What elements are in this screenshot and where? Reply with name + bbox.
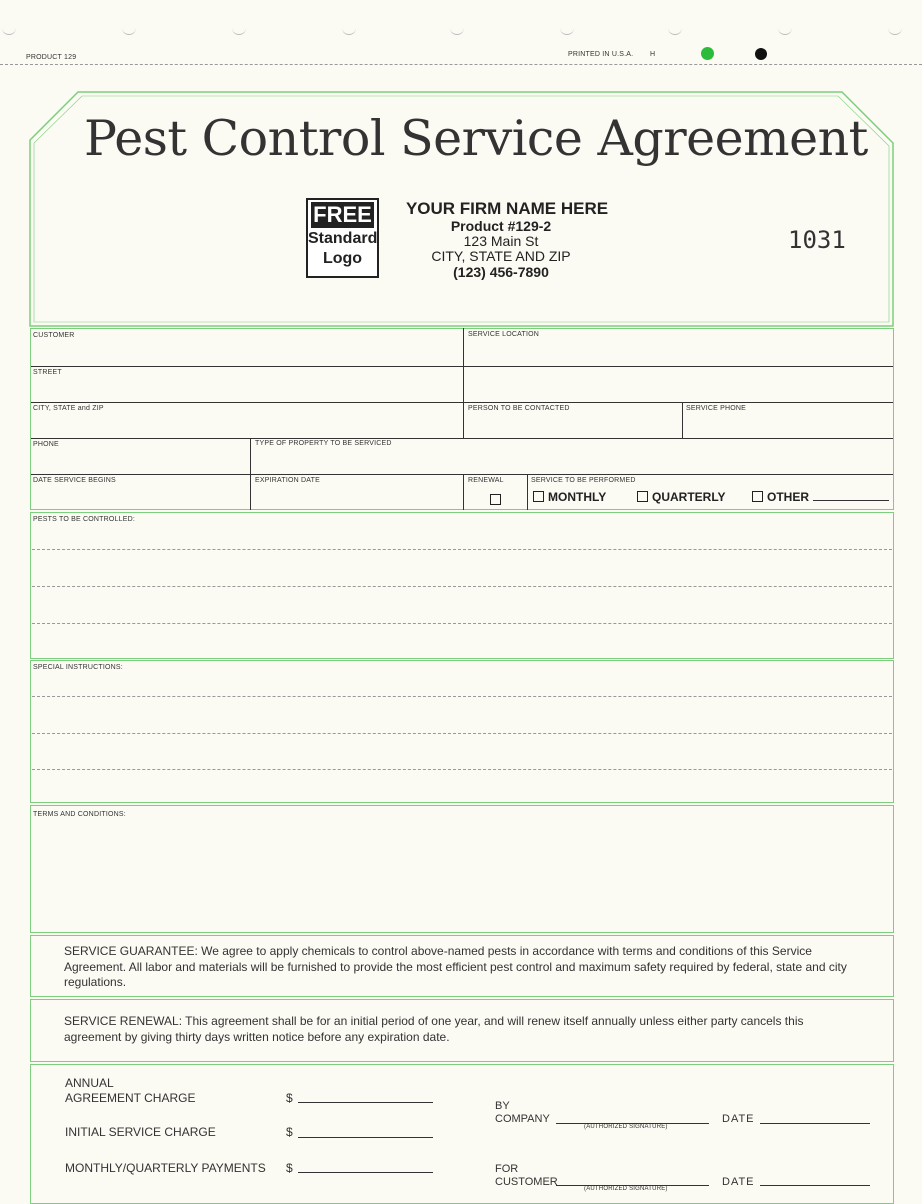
monthly-payments-label: MONTHLY/QUARTERLY PAYMENTS: [65, 1161, 266, 1175]
checkbox-icon: [752, 491, 763, 502]
other-field[interactable]: [813, 500, 889, 501]
firm-street: 123 Main St: [463, 233, 539, 249]
grid-line: [31, 474, 893, 475]
initial-label: INITIAL SERVICE CHARGE: [65, 1125, 216, 1139]
customer-date-label: DATE: [722, 1176, 755, 1188]
service-location-field[interactable]: [465, 341, 891, 401]
quarterly-option[interactable]: [637, 490, 726, 504]
renewal-checkbox[interactable]: [490, 491, 505, 509]
instructions-line-2[interactable]: [32, 733, 892, 734]
logo: [306, 198, 379, 278]
grid-line: [463, 328, 464, 438]
logo-standard: Standard: [308, 230, 378, 247]
page-title: Pest Control Service Agreement: [84, 110, 868, 167]
property-type-label: TYPE OF PROPERTY TO BE SERVICED: [255, 440, 392, 447]
company-authorized-label: (AUTHORIZED SIGNATURE): [584, 1124, 668, 1130]
firm-info: [392, 199, 622, 280]
initial-charge-field[interactable]: [298, 1137, 433, 1138]
customer-sig-label: CUSTOMER: [495, 1176, 558, 1188]
phone-label: PHONE: [33, 441, 59, 448]
firm-name: YOUR FIRM NAME HERE: [405, 199, 609, 218]
logo-free: FREE: [311, 202, 374, 228]
initial-currency: $: [286, 1125, 293, 1139]
customer-field[interactable]: [31, 341, 461, 365]
annual-label-1: ANNUAL: [65, 1076, 114, 1090]
checkbox-icon: [490, 494, 501, 505]
expiration-label: EXPIRATION DATE: [255, 477, 320, 484]
annual-label-2: AGREEMENT CHARGE: [65, 1091, 196, 1105]
annual-charge-field[interactable]: [298, 1102, 433, 1103]
service-phone-field[interactable]: [684, 414, 891, 437]
service-guarantee-text: SERVICE GUARANTEE: We agree to apply chemicals to control above-named pests in accordance with terms and conditions of this Service Agreement. All labor and materials will be furnished to provide the most efficient pest control and maximum safety required by federal, state and city regulations.: [64, 944, 847, 989]
grid-line: [682, 402, 683, 438]
terms-field[interactable]: [32, 822, 892, 930]
city-state-zip-label: CITY, STATE and ZIP: [33, 405, 104, 412]
person-contacted-label: PERSON TO BE CONTACTED: [468, 405, 570, 412]
grid-line: [250, 438, 251, 510]
monthly-payments-field[interactable]: [298, 1172, 433, 1173]
other-option-label: OTHER: [767, 490, 809, 504]
grid-line: [31, 438, 893, 439]
renewal-label: RENEWAL: [468, 477, 504, 484]
service-performed-label: SERVICE TO BE PERFORMED: [531, 477, 636, 484]
for-label: FOR: [495, 1163, 519, 1175]
instructions-section: [30, 660, 894, 803]
instructions-line-3[interactable]: [32, 769, 892, 770]
firm-city: CITY, STATE AND ZIP: [431, 248, 571, 264]
pests-line-2[interactable]: [32, 586, 892, 587]
pests-label: PESTS TO BE CONTROLLED:: [33, 516, 135, 523]
annual-currency: $: [286, 1091, 293, 1105]
form-number: 1031: [788, 226, 846, 254]
company-date-field[interactable]: [760, 1123, 870, 1124]
monthly-option-label: MONTHLY: [548, 490, 607, 504]
service-location-label: SERVICE LOCATION: [468, 331, 540, 338]
pests-line-1[interactable]: [32, 549, 892, 550]
customer-authorized-label: (AUTHORIZED SIGNATURE): [584, 1186, 668, 1192]
company-label: COMPANY: [495, 1113, 550, 1125]
by-label: BY: [495, 1100, 510, 1112]
date-begins-field[interactable]: [31, 486, 249, 508]
grid-line: [527, 474, 528, 510]
monthly-currency: $: [286, 1161, 293, 1175]
terms-label: TERMS AND CONDITIONS:: [33, 811, 126, 818]
service-phone-label: SERVICE PHONE: [686, 405, 747, 412]
person-contacted-field[interactable]: [465, 414, 680, 437]
property-type-field[interactable]: [252, 450, 891, 473]
street-label: STREET: [33, 369, 62, 376]
city-state-zip-field[interactable]: [31, 414, 461, 437]
service-renewal-text: SERVICE RENEWAL: This agreement shall be for an initial period of one year, and will renew itself annually unless either party cancels this agreement by giving thirty days written notice before any expiration date.: [64, 1014, 804, 1044]
checkbox-icon: [637, 491, 648, 502]
monthly-option[interactable]: [533, 490, 606, 504]
checkbox-icon: [533, 491, 544, 502]
printed-mark: H: [650, 51, 656, 58]
company-date-label: DATE: [722, 1113, 755, 1125]
pests-line-3[interactable]: [32, 623, 892, 624]
instructions-label: SPECIAL INSTRUCTIONS:: [33, 664, 123, 671]
grid-line: [31, 402, 893, 403]
logo-logo: Logo: [322, 250, 363, 267]
firm-phone: (123) 456-7890: [453, 264, 549, 280]
customer-label: CUSTOMER: [33, 332, 75, 339]
header-border: [0, 0, 922, 340]
phone-field[interactable]: [31, 450, 249, 473]
customer-date-field[interactable]: [760, 1185, 870, 1186]
quarterly-option-label: QUARTERLY: [652, 490, 726, 504]
instructions-line-1[interactable]: [32, 696, 892, 697]
firm-product: Product #129-2: [450, 218, 552, 234]
expiration-field[interactable]: [252, 486, 462, 508]
printed-in: PRINTED IN U.S.A.: [568, 51, 634, 58]
street-field[interactable]: [31, 378, 461, 401]
other-option[interactable]: [752, 490, 809, 504]
product-code: PRODUCT 129: [26, 54, 77, 61]
date-begins-label: DATE SERVICE BEGINS: [33, 477, 116, 484]
grid-line: [463, 474, 464, 510]
